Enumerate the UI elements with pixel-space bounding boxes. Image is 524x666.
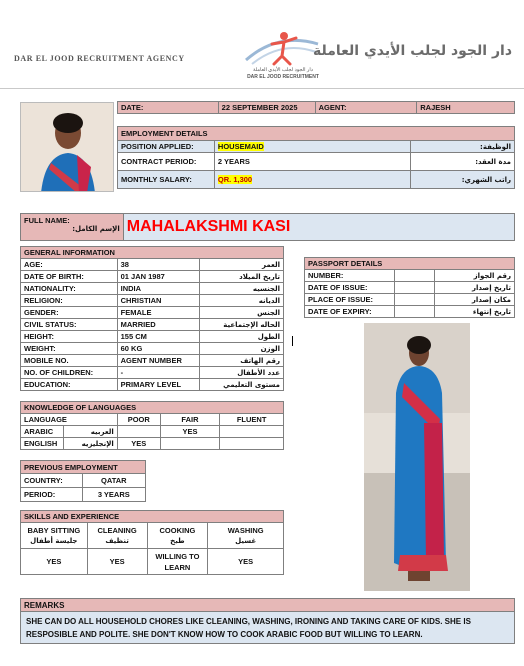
lang-english-poor: YES [117, 438, 160, 450]
skill-washing-header [208, 523, 284, 549]
candidate-photo-full [364, 323, 470, 591]
lang-arabic-poor [117, 426, 160, 438]
prev-country-value: QATAR [82, 474, 145, 488]
skill-cooking-header [147, 523, 208, 549]
skill-cooking-value: WILLING TO LEARN [147, 549, 208, 575]
general-info-value: 01 JAN 1987 [117, 271, 200, 283]
passport-label-ar: تاريخ إنتهاء [435, 306, 515, 318]
full-name-table [20, 213, 515, 241]
remarks-table [20, 598, 515, 644]
general-info-row [21, 343, 284, 355]
passport-label: DATE OF EXPIRY: [305, 306, 395, 318]
agency-name-en: DAR EL JOOD RECRUITMENT AGENCY [14, 54, 185, 63]
logo-text-ar: دار الجود لجلب الأيدي العاملة [253, 67, 313, 73]
passport-row [305, 270, 515, 282]
general-info-row [21, 271, 284, 283]
passport-value [394, 282, 435, 294]
passport-label: PLACE OF ISSUE: [305, 294, 395, 306]
position-label-ar: الوظيفة: [411, 141, 515, 153]
skill-cleaning-header [87, 523, 147, 549]
general-info-value: - [117, 367, 200, 379]
contract-label-ar: مدة العقد: [411, 153, 515, 171]
general-info-row [21, 355, 284, 367]
passport-row [305, 294, 515, 306]
agent-value: RAJESH [417, 102, 515, 114]
remarks-title: REMARKS [21, 599, 515, 612]
skill-babysitting-en: BABY SITTING [27, 525, 81, 535]
general-info-row [21, 283, 284, 295]
skill-washing-en: WASHING [227, 525, 264, 535]
general-info-label: WEIGHT: [21, 343, 118, 355]
prev-period-label: PERIOD: [21, 488, 83, 502]
general-info-row [21, 319, 284, 331]
general-info-label-ar: الديانه [200, 295, 284, 307]
lang-arabic-ar: العربيه [63, 426, 117, 438]
general-info-row [21, 367, 284, 379]
skill-babysitting-ar: جليسة أطفال [30, 536, 78, 545]
date-label: DATE: [118, 102, 219, 114]
general-info-label: DATE OF BIRTH: [21, 271, 118, 283]
header-divider [0, 88, 524, 89]
date-value: 22 SEPTEMBER 2025 [218, 102, 315, 114]
general-info-label: CIVIL STATUS: [21, 319, 118, 331]
passport-table [304, 257, 515, 318]
passport-label-ar: مكان إصدار [435, 294, 515, 306]
agency-name-ar: دار الجود لجلب الأيدي العاملة [312, 43, 512, 59]
lang-header-fair: FAIR [160, 414, 220, 426]
general-info-label-ar: الجنس [200, 307, 284, 319]
general-info-value: 155 CM [117, 331, 200, 343]
previous-employment-title: PREVIOUS EMPLOYMENT [21, 461, 146, 474]
general-info-row [21, 307, 284, 319]
skill-cooking-en: COOKING [159, 525, 196, 535]
previous-employment-table [20, 460, 146, 502]
general-information-table [20, 246, 284, 391]
skill-cooking-ar: طبخ [170, 536, 185, 545]
salary-label-ar: راتب الشهري: [411, 171, 515, 189]
lang-arabic-fair: YES [160, 426, 220, 438]
employment-details-title: EMPLOYMENT DETAILS [118, 127, 515, 141]
general-info-label-ar: رقم الهاتف [200, 355, 284, 367]
passport-value [394, 306, 435, 318]
lang-header-poor: POOR [117, 414, 160, 426]
skill-washing-ar: غسيل [235, 536, 257, 545]
passport-row [305, 306, 515, 318]
passport-label-ar: رقم الجواز [435, 270, 515, 282]
general-info-row [21, 331, 284, 343]
text-cursor [292, 336, 293, 346]
lang-arabic-fluent [220, 426, 284, 438]
general-info-label-ar: الحاله الإجتماعية [200, 319, 284, 331]
general-info-label-ar: مستوى التعليمي [200, 379, 284, 391]
passport-label: DATE OF ISSUE: [305, 282, 395, 294]
general-info-label: NO. OF CHILDREN: [21, 367, 118, 379]
skill-cleaning-ar: تنظيف [105, 536, 129, 545]
lang-header-fluent: FLUENT [220, 414, 284, 426]
skills-title: SKILLS AND EXPERIENCE [21, 511, 284, 523]
languages-table [20, 401, 284, 450]
skill-babysitting-header [21, 523, 88, 549]
skill-babysitting-value: YES [21, 549, 88, 575]
salary-value: QR. 1,300 [217, 175, 253, 184]
full-name-label-ar: الإسم الكامل: [72, 225, 120, 233]
general-info-label: RELIGION: [21, 295, 118, 307]
passport-value [394, 270, 435, 282]
general-info-label-ar: الطول [200, 331, 284, 343]
prev-period-value: 3 YEARS [82, 488, 145, 502]
lang-english-fluent [220, 438, 284, 450]
general-info-label: HEIGHT: [21, 331, 118, 343]
general-info-label-ar: الجنسيه [200, 283, 284, 295]
general-info-value: CHRISTIAN [117, 295, 200, 307]
general-info-label: EDUCATION: [21, 379, 118, 391]
employment-details-table [117, 126, 515, 189]
skills-table [20, 510, 284, 575]
full-name-label: FULL NAME: [24, 216, 70, 225]
lang-header-language: LANGUAGE [21, 414, 118, 426]
lang-english-ar: الإنجليزيه [63, 438, 117, 450]
agent-label: AGENT: [315, 102, 417, 114]
general-info-label: GENDER: [21, 307, 118, 319]
full-name-value: MAHALAKSHMI KASI [123, 214, 514, 241]
prev-country-label: COUNTRY: [21, 474, 83, 488]
general-info-label-ar: عدد الأطفال [200, 367, 284, 379]
employment-table [117, 101, 515, 120]
languages-title: KNOWLEDGE OF LANGUAGES [21, 402, 284, 414]
position-label: POSITION APPLIED: [118, 141, 215, 153]
general-info-value: 38 [117, 259, 200, 271]
position-value: HOUSEMAID [217, 142, 264, 151]
skill-washing-value: YES [208, 549, 284, 575]
skill-cleaning-en: CLEANING [97, 525, 137, 535]
logo-text-en: DAR EL JOOD RECRUITMENT [247, 74, 319, 80]
general-info-value: AGENT NUMBER [117, 355, 200, 367]
general-info-value: INDIA [117, 283, 200, 295]
general-info-value: MARRIED [117, 319, 200, 331]
general-information-title: GENERAL INFORMATION [21, 247, 284, 259]
passport-value [394, 294, 435, 306]
passport-title: PASSPORT DETAILS [305, 258, 515, 270]
general-info-row [21, 295, 284, 307]
general-info-value: FEMALE [117, 307, 200, 319]
general-info-label: NATIONALITY: [21, 283, 118, 295]
lang-arabic: ARABIC [21, 426, 64, 438]
lang-english: ENGLISH [21, 438, 64, 450]
general-info-value: 60 KG [117, 343, 200, 355]
general-info-label-ar: تاريخ الميلاد [200, 271, 284, 283]
general-info-label-ar: العمر [200, 259, 284, 271]
lang-english-fair [160, 438, 220, 450]
candidate-photo-portrait [20, 102, 114, 192]
passport-label: NUMBER: [305, 270, 395, 282]
general-info-row [21, 379, 284, 391]
general-info-label: MOBILE NO. [21, 355, 118, 367]
general-info-row [21, 259, 284, 271]
remarks-text: SHE CAN DO ALL HOUSEHOLD CHORES LIKE CLEANING, WASHING, IRONING AND TAKING CARE OF KIDS. SHE IS RESPOSIBLE AND POLITE. SHE DON'T KNOW HOW TO COOK ARABIC FOOD BUT WILLING TO LEARN. [21, 612, 515, 644]
general-info-value: PRIMARY LEVEL [117, 379, 200, 391]
passport-label-ar: تاريخ إصدار [435, 282, 515, 294]
general-info-label: AGE: [21, 259, 118, 271]
general-info-label-ar: الوزن [200, 343, 284, 355]
skill-cleaning-value: YES [87, 549, 147, 575]
contract-label: CONTRACT PERIOD: [118, 153, 215, 171]
contract-value: 2 YEARS [214, 153, 410, 171]
salary-label: MONTHLY SALARY: [118, 171, 215, 189]
passport-row [305, 282, 515, 294]
